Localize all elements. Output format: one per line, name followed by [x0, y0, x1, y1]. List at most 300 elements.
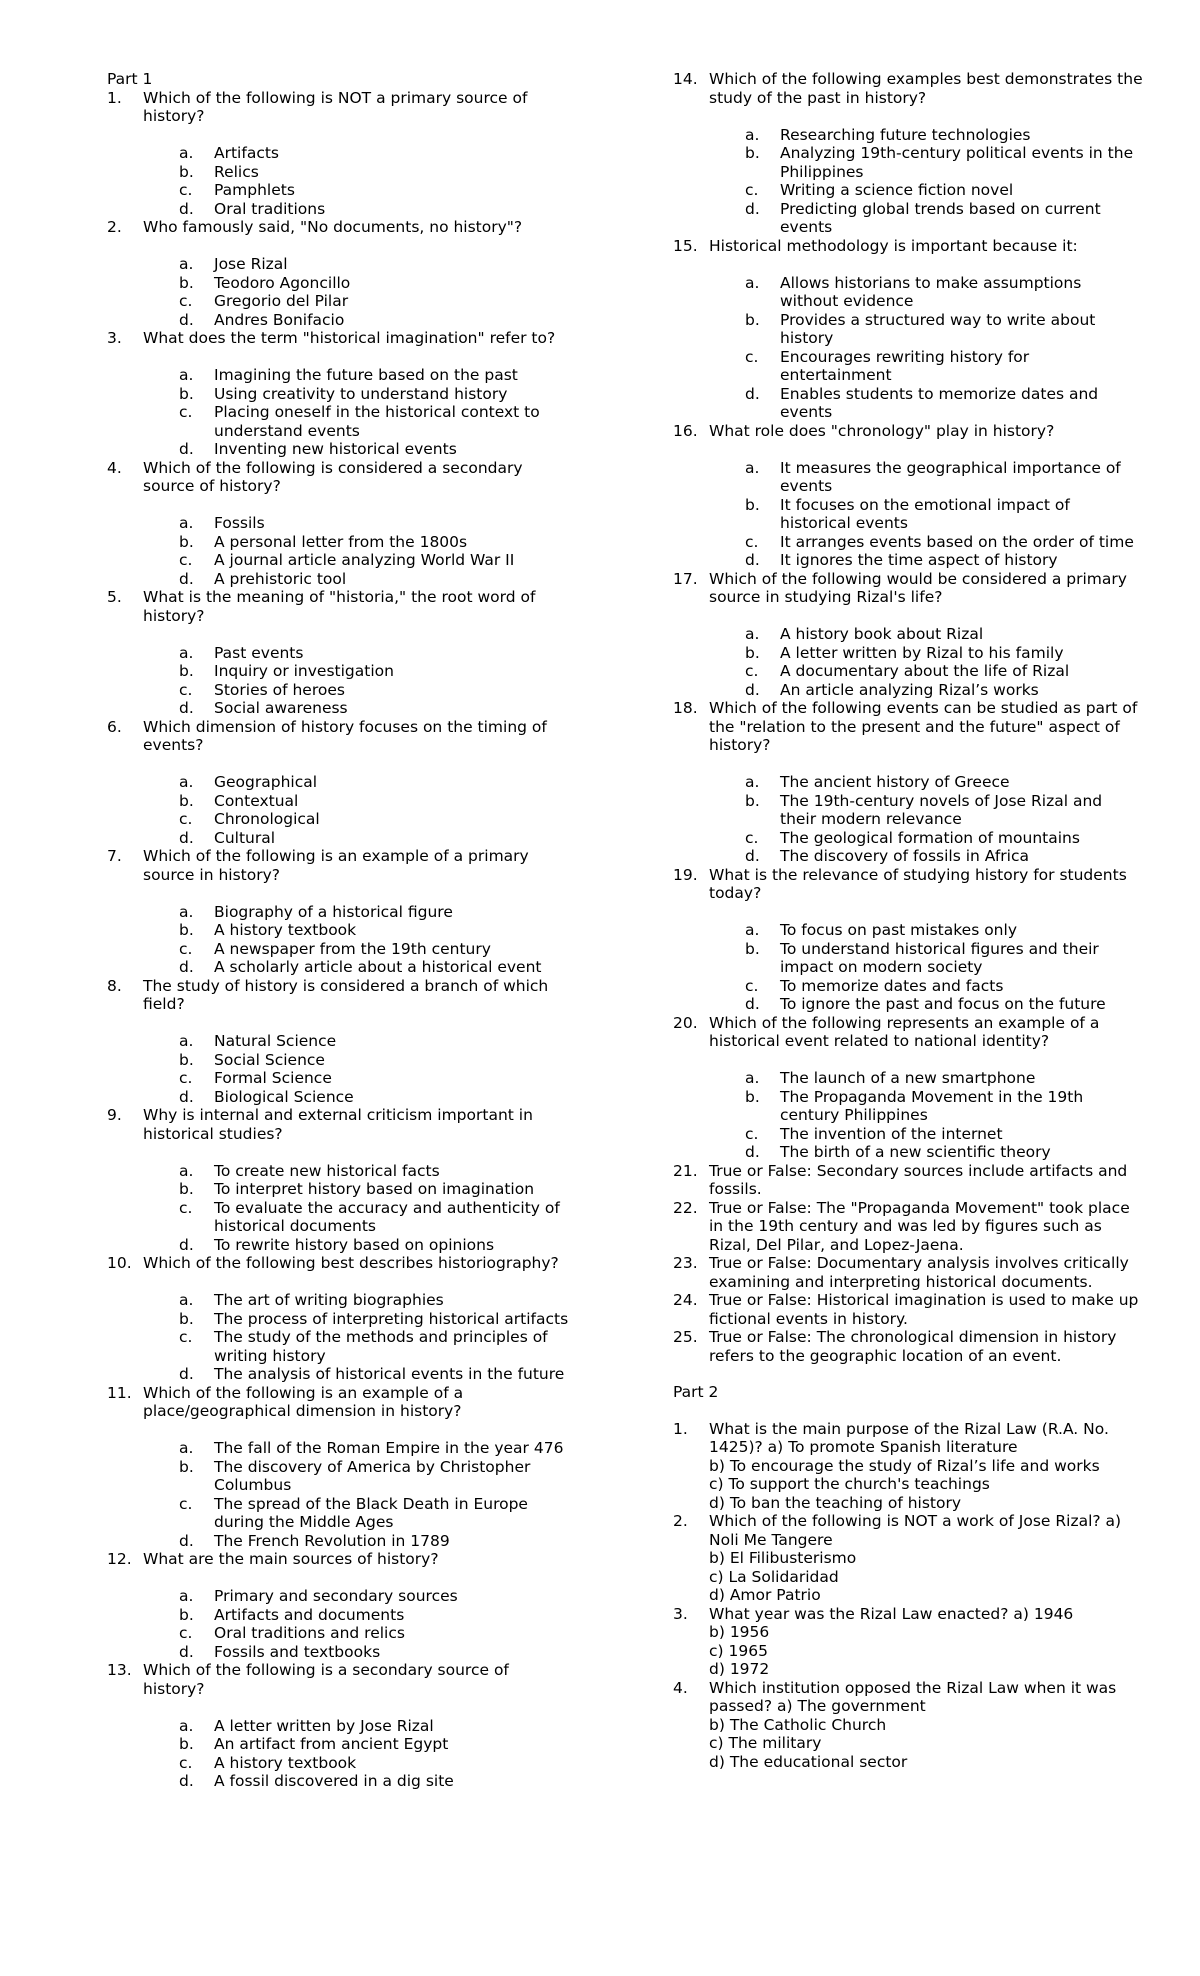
question-text: Which of the following examples best demonstrates the study of the past in history?: [709, 70, 1143, 107]
option-text: Artifacts and documents: [214, 1605, 405, 1624]
question-number: 22.: [673, 1198, 698, 1217]
answer-option: [709, 496, 1143, 533]
answer-options: [143, 1717, 572, 1791]
option-text: Oral traditions and relics: [214, 1624, 405, 1642]
answer-option: [143, 1717, 572, 1736]
answer-option: [143, 773, 572, 792]
true-false-item: [673, 1199, 1143, 1255]
option-text: A fossil discovered in a dig site: [214, 1772, 454, 1790]
answer-option: [143, 1735, 572, 1754]
question-number: 7.: [107, 847, 122, 865]
answer-option: [143, 958, 572, 977]
option-text: Gregorio del Pilar: [214, 292, 349, 310]
question-item: [107, 977, 572, 1107]
option-letter: c.: [179, 810, 193, 828]
option-letter: a.: [745, 1069, 760, 1087]
option-letter: b.: [179, 1735, 194, 1753]
option-text: To understand historical figures and their impact on modern society: [780, 939, 1099, 976]
question-text: Which of the following best describes historiography?: [143, 1254, 559, 1272]
question-text: Which of the following is an example of a primary source in history?: [143, 847, 529, 884]
answer-option: b) The Catholic Church: [709, 1715, 887, 1734]
option-letter: b.: [179, 1457, 194, 1476]
answer-options: [143, 644, 572, 718]
answer-option: [143, 681, 572, 700]
option-letter: d.: [179, 440, 194, 458]
option-text: Geographical: [214, 773, 318, 791]
option-letter: a.: [745, 273, 760, 292]
answer-option: [143, 163, 572, 182]
option-letter: a.: [179, 514, 194, 532]
question-number: 18.: [673, 699, 698, 717]
option-letter: d.: [745, 1143, 760, 1161]
option-letter: d.: [745, 995, 760, 1013]
option-letter: a.: [745, 625, 760, 643]
answer-options: [709, 274, 1143, 422]
question-text: True or False: The chronological dimension in history refers to the geographic location of an event.: [709, 1328, 1117, 1365]
answer-option: [143, 644, 572, 663]
answer-option: [143, 514, 572, 533]
option-text: It focuses on the emotional impact of historical events: [780, 495, 1070, 532]
answer-option: b) To encourage the study of Rizal’s life and works: [709, 1456, 1100, 1475]
part2-question: [673, 1512, 1143, 1605]
option-letter: d.: [179, 310, 194, 329]
option-text: The fall of the Roman Empire in the year 476: [214, 1439, 564, 1457]
question-number: 15.: [673, 236, 698, 255]
option-letter: d.: [179, 699, 194, 717]
answer-option: [143, 551, 572, 570]
question-number: 1.: [673, 1419, 688, 1438]
answer-option: [709, 644, 1143, 663]
option-letter: c.: [745, 1124, 759, 1143]
question-item: [107, 1254, 572, 1384]
question-number: 4.: [107, 458, 122, 477]
option-text: A prehistoric tool: [214, 569, 347, 588]
option-letter: b.: [179, 532, 194, 551]
option-text: Inventing new historical events: [214, 440, 457, 458]
option-letter: a.: [179, 1032, 194, 1050]
answer-options: [143, 773, 572, 847]
answer-option: [709, 274, 1143, 311]
option-letter: a.: [179, 1291, 194, 1309]
answer-option: [143, 1458, 572, 1495]
true-false-item: [673, 1328, 1143, 1365]
option-letter: c.: [179, 1328, 193, 1346]
part1-title: Part 1: [107, 70, 153, 88]
option-letter: d.: [179, 958, 194, 976]
option-text: Writing a science fiction novel: [780, 181, 1014, 199]
answer-options: [143, 144, 572, 218]
option-text: Inquiry or investigation: [214, 662, 394, 680]
option-letter: c.: [745, 532, 759, 551]
question-number: 23.: [673, 1254, 698, 1272]
question-text: What is the main purpose of the Rizal Law (R.A. No. 1425)? a) To promote Spanish literature: [709, 1419, 1109, 1456]
option-text: The birth of a new scientific theory: [780, 1143, 1051, 1161]
option-letter: c.: [179, 680, 193, 699]
option-letter: b.: [745, 144, 760, 162]
part2-title: Part 2: [673, 1383, 719, 1401]
question-item: [107, 588, 572, 718]
option-text: The analysis of historical events in the future: [214, 1365, 565, 1383]
option-text: A scholarly article about a historical event: [214, 958, 542, 976]
question-number: 14.: [673, 70, 698, 88]
option-text: Jose Rizal: [214, 255, 288, 273]
option-text: Imagining the future based on the past: [214, 366, 518, 384]
question-text: Who famously said, "No documents, no history"?: [143, 218, 523, 236]
answer-option: [143, 810, 572, 829]
question-text: True or False: Documentary analysis involves critically examining and interpreting historical documents.: [709, 1254, 1129, 1291]
question-item: [673, 699, 1143, 866]
answer-option: [709, 181, 1143, 200]
option-text: Using creativity to understand history: [214, 384, 508, 403]
option-letter: c.: [179, 292, 193, 310]
question-number: 21.: [673, 1161, 698, 1180]
option-letter: d.: [179, 1531, 194, 1550]
option-letter: c.: [179, 939, 193, 958]
option-letter: b.: [179, 273, 194, 292]
answer-option: [143, 1624, 572, 1643]
option-text: The French Revolution in 1789: [214, 1531, 450, 1550]
question-number: 9.: [107, 1106, 122, 1124]
answer-options: [143, 903, 572, 977]
option-letter: c.: [745, 976, 759, 995]
answer-option: [709, 348, 1143, 385]
option-text: Social awareness: [214, 699, 348, 717]
option-letter: c.: [179, 403, 193, 421]
option-letter: b.: [179, 384, 194, 403]
answer-option: [709, 200, 1143, 237]
answer-option: [709, 662, 1143, 681]
option-text: Researching future technologies: [780, 125, 1031, 144]
answer-option: b) 1956: [709, 1623, 770, 1641]
option-text: Placing oneself in the historical context to understand events: [214, 403, 540, 440]
option-letter: b.: [179, 662, 194, 680]
answer-option: [143, 1180, 572, 1199]
option-text: The discovery of America by Christopher Columbus: [214, 1457, 531, 1494]
option-text: Stories of heroes: [214, 680, 345, 699]
option-text: A history textbook: [214, 921, 357, 939]
question-number: 24.: [673, 1291, 698, 1309]
question-number: 13.: [107, 1661, 132, 1679]
option-text: To evaluate the accuracy and authenticity of historical documents: [214, 1198, 560, 1235]
answer-option: [709, 385, 1143, 422]
option-letter: d.: [179, 569, 194, 588]
answer-options: [143, 255, 572, 329]
question-text: Which institution opposed the Rizal Law when it was passed? a) The government: [709, 1678, 1117, 1715]
question-number: 1.: [107, 88, 122, 107]
answer-option: d) Amor Patrio: [709, 1586, 821, 1604]
answer-option: [143, 1328, 572, 1365]
option-text: The geological formation of mountains: [780, 828, 1080, 847]
answer-option: [143, 1532, 572, 1551]
option-letter: d.: [179, 1087, 194, 1106]
answer-option: [709, 311, 1143, 348]
answer-option: b) El Filibusterismo: [709, 1549, 857, 1567]
option-text: Encourages rewriting history for entertainment: [780, 347, 1030, 384]
option-text: Formal Science: [214, 1069, 332, 1087]
option-text: It arranges events based on the order of time: [780, 532, 1134, 551]
answer-option: [143, 1365, 572, 1384]
question-text: What does the term "historical imagination" refer to?: [143, 329, 556, 347]
answer-options: [143, 1587, 572, 1661]
answer-option: [143, 385, 572, 404]
answer-option: [709, 773, 1143, 792]
question-text: The study of history is considered a branch of which field?: [143, 976, 549, 1013]
answer-option: [143, 1643, 572, 1662]
option-text: It measures the geographical importance of events: [780, 458, 1121, 495]
answer-option: [709, 551, 1143, 570]
option-text: To create new historical facts: [214, 1161, 440, 1180]
question-text: True or False: The "Propaganda Movement" took place in the 19th century and was led by figures such as Rizal, Del Pilar, and Lopez-Jaena.: [709, 1198, 1130, 1254]
answer-option: [709, 144, 1143, 181]
answer-option: [143, 1772, 572, 1791]
question-item: [107, 1550, 572, 1661]
question-text: What year was the Rizal Law enacted? a) 1946: [709, 1604, 1074, 1623]
question-text: What is the relevance of studying history for students today?: [709, 865, 1127, 902]
option-letter: b.: [745, 791, 760, 810]
option-text: Andres Bonifacio: [214, 310, 345, 329]
question-item: [107, 459, 572, 589]
answer-option: [143, 1310, 572, 1329]
option-letter: c.: [179, 1198, 193, 1217]
option-letter: b.: [179, 1605, 194, 1624]
question-text: Which of the following would be considered a primary source in studying Rizal's life?: [709, 569, 1127, 606]
option-text: Contextual: [214, 791, 299, 810]
answer-option: d) To ban the teaching of history: [709, 1493, 962, 1512]
option-text: Biography of a historical figure: [214, 902, 453, 921]
option-letter: d.: [745, 199, 760, 218]
answer-option: [143, 366, 572, 385]
question-item: [673, 70, 1143, 237]
question-text: Which of the following events can be studied as part of the "relation to the present and the future" aspect of history?: [709, 699, 1138, 754]
answer-option: [143, 200, 572, 219]
option-text: To rewrite history based on opinions: [214, 1235, 495, 1254]
answer-options: [143, 1439, 572, 1550]
option-letter: c.: [745, 181, 759, 199]
question-number: 12.: [107, 1550, 132, 1568]
option-text: Artifacts: [214, 144, 279, 162]
answer-option: [143, 1032, 572, 1051]
answer-option: [143, 1162, 572, 1181]
option-letter: c.: [179, 551, 193, 569]
question-number: 3.: [673, 1604, 688, 1623]
true-false-item: [673, 1291, 1143, 1328]
option-letter: c.: [745, 662, 759, 680]
option-letter: d.: [179, 199, 194, 218]
answer-option: [143, 1606, 572, 1625]
answer-option: [143, 662, 572, 681]
option-letter: c.: [179, 1753, 193, 1772]
option-text: Fossils: [214, 514, 265, 532]
option-text: The 19th-century novels of Jose Rizal and their modern relevance: [780, 791, 1103, 828]
option-letter: d.: [179, 1235, 194, 1254]
question-text: Which of the following is NOT a primary source of history?: [143, 88, 528, 125]
option-text: Analyzing 19th-century political events in the Philippines: [780, 144, 1134, 181]
answer-option: [709, 126, 1143, 145]
answer-option: [143, 1069, 572, 1088]
answer-options: [143, 366, 572, 459]
option-text: To focus on past mistakes only: [780, 921, 1017, 939]
option-letter: d.: [745, 384, 760, 403]
option-text: An artifact from ancient Egypt: [214, 1735, 449, 1753]
question-item: [673, 570, 1143, 700]
answer-option: [709, 681, 1143, 700]
question-number: 5.: [107, 588, 122, 606]
answer-option: [143, 1088, 572, 1107]
option-text: A personal letter from the 1800s: [214, 532, 468, 551]
option-letter: a.: [745, 921, 760, 939]
option-text: The Propaganda Movement in the 19th century Philippines: [780, 1087, 1084, 1124]
question-number: 25.: [673, 1328, 698, 1346]
option-text: The spread of the Black Death in Europe during the Middle Ages: [214, 1494, 528, 1531]
answer-options: [709, 921, 1143, 1014]
answer-option: [143, 181, 572, 200]
part2-question: [673, 1605, 1143, 1679]
question-number: 2.: [673, 1512, 688, 1530]
question-text: Which of the following is NOT a work of Jose Rizal? a) Noli Me Tangere: [709, 1512, 1122, 1549]
question-item: [673, 1014, 1143, 1162]
option-text: An article analyzing Rizal’s works: [780, 680, 1039, 699]
option-text: The discovery of fossils in Africa: [780, 847, 1029, 865]
option-text: To memorize dates and facts: [780, 976, 1004, 995]
answer-option: [709, 625, 1143, 644]
answer-option: [143, 440, 572, 459]
option-letter: c.: [179, 181, 193, 199]
option-letter: c.: [179, 1069, 193, 1087]
question-number: 10.: [107, 1254, 132, 1272]
answer-option: [143, 1587, 572, 1606]
question-text: Which of the following is an example of a place/geographical dimension in history?: [143, 1383, 464, 1420]
option-letter: a.: [179, 1587, 194, 1605]
answer-option: [709, 792, 1143, 829]
option-letter: d.: [745, 847, 760, 865]
answer-option: c) The military: [709, 1734, 822, 1752]
part2-question: [673, 1420, 1143, 1513]
answer-option: [143, 311, 572, 330]
answer-option: [143, 940, 572, 959]
question-text: Why is internal and external criticism important in historical studies?: [143, 1106, 533, 1143]
answer-option: [143, 570, 572, 589]
option-letter: a.: [179, 773, 194, 791]
question-text: Which of the following represents an example of a historical event related to national identity?: [709, 1013, 1100, 1050]
option-letter: d.: [179, 1642, 194, 1661]
question-number: 6.: [107, 717, 122, 736]
answer-option: [143, 255, 572, 274]
option-letter: a.: [179, 144, 194, 162]
option-text: A letter written by Jose Rizal: [214, 1716, 434, 1735]
answer-option: [709, 1069, 1143, 1088]
option-letter: b.: [179, 1050, 194, 1069]
question-number: 19.: [673, 865, 698, 884]
option-letter: b.: [745, 495, 760, 514]
answer-option: [709, 1088, 1143, 1125]
answer-options: [143, 1162, 572, 1255]
option-letter: c.: [745, 828, 759, 847]
option-letter: a.: [179, 255, 194, 273]
option-text: The ancient history of Greece: [780, 773, 1010, 791]
option-text: Cultural: [214, 828, 276, 847]
option-text: Past events: [214, 643, 304, 662]
option-letter: d.: [179, 1772, 194, 1790]
option-letter: d.: [745, 551, 760, 569]
option-text: Social Science: [214, 1050, 325, 1069]
question-text: True or False: Historical imagination is used to make up fictional events in history.: [709, 1291, 1139, 1328]
option-letter: a.: [179, 1439, 194, 1457]
question-number: 16.: [673, 421, 698, 440]
option-text: Natural Science: [214, 1032, 337, 1050]
option-letter: b.: [179, 921, 194, 939]
option-letter: c.: [179, 1624, 193, 1642]
answer-option: c) 1965: [709, 1641, 768, 1660]
question-item: [673, 866, 1143, 1014]
answer-option: c) To support the church's teachings: [709, 1475, 990, 1493]
answer-option: [709, 829, 1143, 848]
option-letter: b.: [179, 1180, 194, 1198]
answer-options: [709, 459, 1143, 570]
answer-option: [143, 533, 572, 552]
answer-option: [709, 921, 1143, 940]
option-text: Enables students to memorize dates and events: [780, 384, 1099, 421]
answer-option: [143, 921, 572, 940]
answer-option: [143, 699, 572, 718]
option-letter: b.: [745, 939, 760, 958]
option-letter: b.: [745, 643, 760, 662]
option-letter: a.: [745, 773, 760, 791]
option-text: Relics: [214, 162, 259, 181]
option-letter: c.: [179, 1494, 193, 1513]
option-text: A history book about Rizal: [780, 625, 984, 643]
answer-option: [709, 847, 1143, 866]
question-number: 11.: [107, 1383, 132, 1402]
option-letter: a.: [179, 1161, 194, 1180]
option-text: Predicting global trends based on current events: [780, 199, 1101, 236]
answer-options: [709, 1069, 1143, 1162]
answer-option: d) The educational sector: [709, 1752, 908, 1771]
answer-option: [143, 292, 572, 311]
question-text: True or False: Secondary sources include artifacts and fossils.: [709, 1161, 1128, 1198]
question-item: [107, 718, 572, 848]
question-text: What role does "chronology" play in history?: [709, 421, 1055, 440]
option-text: Teodoro Agoncillo: [214, 273, 351, 292]
option-text: The launch of a new smartphone: [780, 1069, 1036, 1087]
true-false-item: [673, 1254, 1143, 1291]
answer-option: [143, 1199, 572, 1236]
answer-option: [143, 792, 572, 811]
question-text: Historical methodology is important because it:: [709, 236, 1078, 255]
option-letter: a.: [179, 643, 194, 662]
answer-option: [143, 1495, 572, 1532]
answer-option: [709, 533, 1143, 552]
question-item: [107, 1384, 572, 1551]
option-letter: a.: [179, 902, 194, 921]
question-text: Which of the following is considered a secondary source of history?: [143, 458, 523, 495]
answer-option: [709, 940, 1143, 977]
option-text: Chronological: [214, 810, 320, 828]
option-text: The art of writing biographies: [214, 1291, 444, 1309]
option-letter: d.: [179, 828, 194, 847]
answer-option: [143, 1051, 572, 1070]
option-letter: a.: [179, 366, 194, 384]
question-text: Which dimension of history focuses on the timing of events?: [143, 717, 547, 754]
option-text: Allows historians to make assumptions without evidence: [780, 273, 1082, 310]
option-letter: b.: [179, 1309, 194, 1328]
question-item: [673, 422, 1143, 570]
option-letter: a.: [745, 125, 760, 144]
option-text: Biological Science: [214, 1087, 354, 1106]
true-false-item: [673, 1162, 1143, 1199]
answer-option: c) La Solidaridad: [709, 1567, 839, 1586]
question-item: [107, 89, 572, 219]
option-text: The invention of the internet: [780, 1124, 1003, 1143]
